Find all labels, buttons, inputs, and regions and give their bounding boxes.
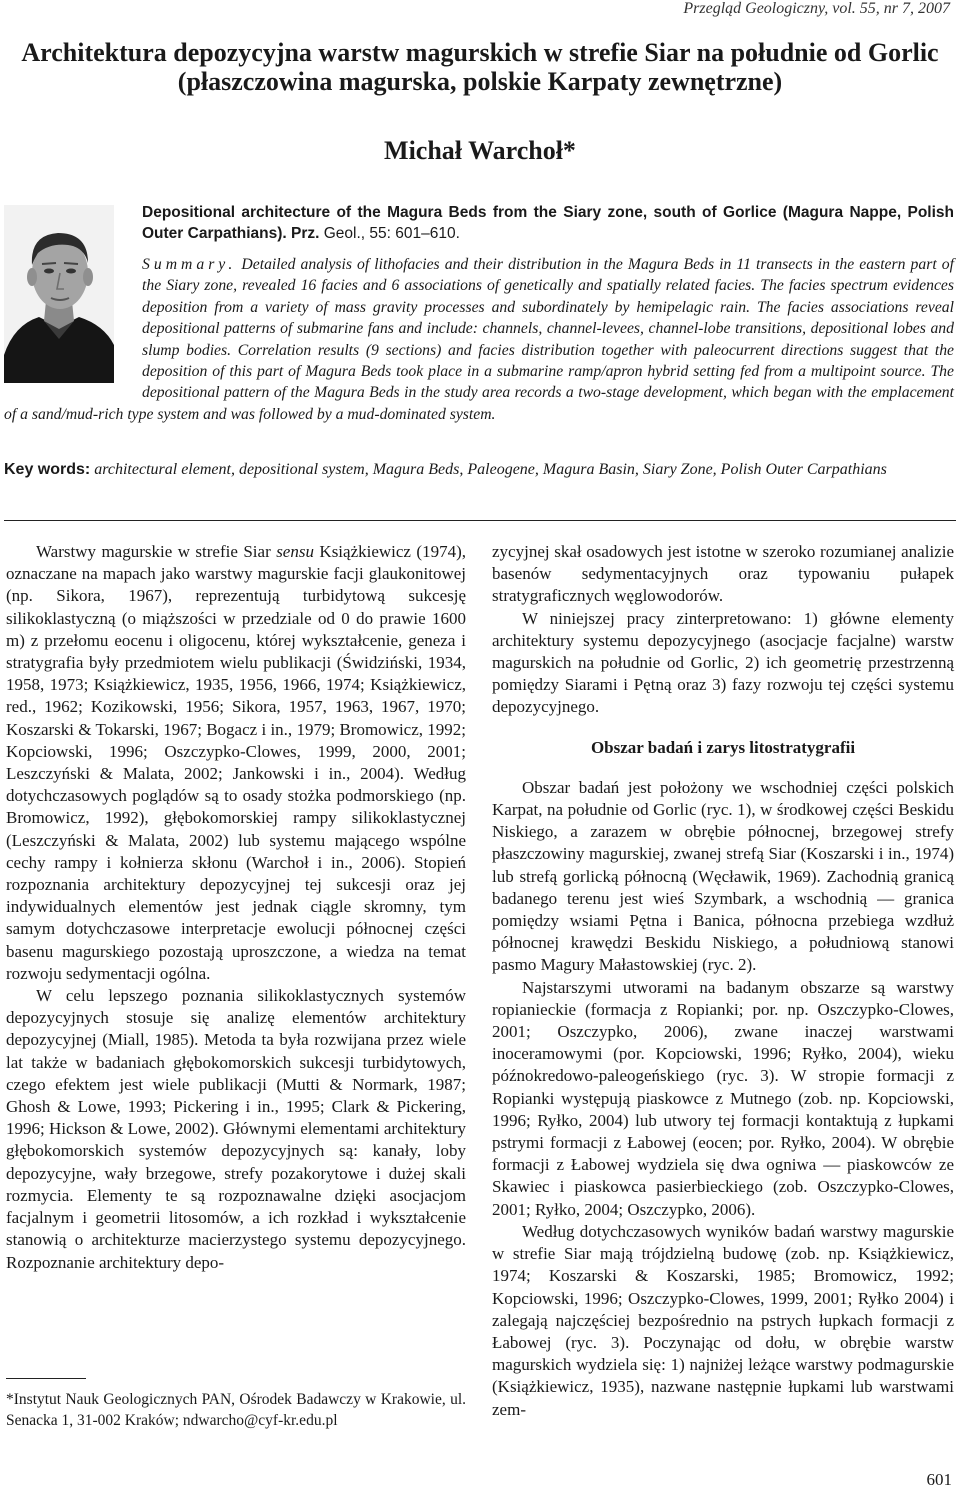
left-column — [6, 541, 466, 1274]
reference-bold: Depositional architecture of the Magura Beds from the Siary zone, south of Gorlice (Magura Nappe, Polish Outer Carpathians). Prz. — [142, 204, 954, 242]
summary-label: Summary. — [142, 256, 237, 273]
right-paragraph-1: zycyjnej skał osadowych jest istotne w szeroko rozumianej analizie basenów sedymentacyjnych oraz typowaniu pułapek stratygraficznych węglowodorów. — [492, 542, 954, 606]
keywords — [4, 459, 954, 480]
reference-line — [4, 202, 954, 244]
section-heading: Obszar badań i zarys litostratygrafii — [590, 737, 856, 757]
article-title — [0, 38, 960, 96]
left-paragraph-2: W celu lepszego poznania silikoklastycznych systemów depozycyjnych stosuje się analizę elementów architektury depozycyjnej (Miall, 1985). Metoda ta była rozwijana przez wiele lat także w badaniach głębokomorskich sukcesji turbidytowych, czego efektem jest wiele publikacji (Mutti & Normark, 1987; Ghosh & Lowe, 1993; Pickering i in., 1995; Clark & Pickering, 1996; Hickson & Lowe, 2002). Głównymi elementami architektury głębokomorskich systemów depozycyjnych są: kanały, loby depozycyjne, wały brzegowe, strefy pozakorytowe i dużej skali rozmycia. Elementy te są rozpoznawalne dzięki asocjacjom facjalnym i geometrii litosomów, a ich rozkład i wykształcenie stanowią o architekturze macierzystego systemu depozycyjnego. Rozpoznanie architektury depo- — [6, 986, 466, 1272]
photo-spacer — [4, 202, 142, 386]
title-line-1: Architektura depozycyjna warstw magurskich w strefie Siar na południe od Gorlic — [21, 38, 939, 67]
footnote-rule — [6, 1378, 86, 1379]
keywords-label: Key words: — [4, 461, 91, 478]
right-paragraph-4: Najstarszymi utworami na badanym obszarze są warstwy ropianieckie (formacja z Ropianki; por. np. Oszczypko-Clowes, 2001; Oszczypko, 2006), zwane inaczej warstwami inoceramowymi (por. Kopciowski, 1996; Ryłko, 2004), wieku późnokredowo-paleogeńskiego (ryc. 3). W stropie formacji z Ropianki występują piaskowce z Mutnego (zob. np. Kopciowski, 1996; Ryłko, 2004) lub utwory tej formacji kontaktują z łupkami pstrymi formacji z Łabowej (eocen; por. Ryłko, 2004). W obrębie formacji z Łabowej wydziela się dwa ogniwa — piaskowców ze Skawiec i piaskowca pasierbieckiego (zob. Oszczypko-Clowes, 2001; Ryłko, 2004; Oszczypko, 2006). — [492, 977, 954, 1219]
footnote: *Instytut Nauk Geologicznych PAN, Ośrodek Badawczy w Krakowie, ul. Senacka 1, 31-002 Kraków; ndwarcho@cyf-kr.edu.pl — [6, 1391, 466, 1429]
left-p1-after: Książkiewicz (1974), oznaczane na mapach jako warstwy magurskie facji glaukonitowej (np. Sikora, 1967), reprezentują turbidytową sukcesję silikoklastyczną (o miąższości w przedziale od 0 do prawie 1600 m) z przełomu eocenu i oligocenu, której wykształcenie, geneza i stratygrafia były przedmiotem wielu publikacji (Świdziński, 1934, 1958, 1973; Książkiewicz, 1935, 1956, 1966, 1974; Książkiewicz, red., 1962; Kozikowski, 1956; Sikora, 1957, 1963, 1967, 1970; Koszarski & Tokarski, 1967; Bogacz i in., 1979; Bromowicz, 1992; Kopciowski, 1996; Oszczypko-Clowes, 1999, 2000, 2001; Leszczyński & Malata, 2002; Jankowski i in., 2004). Według dotychczasowych poglądów są to osady stożka podmorskiego (np. Bromowicz, 1992), głębokomorskiej rampy silikoklastycznej (Leszczyński & Malata, 2002) lub systemu mającego wspólne cechy rampy i kołnierza skłonu (Warchoł i in., 2006). Stopień rozpoznania architektury depozycyjnej tej sukcesji oraz jej indywidualnych elementów jest jednak ciągle skromny, tym samym dotychczasowe interpretacje ewolucji północnej części basenu magurskiego pozostają uproszczone, a wiedza na temat rozwoju sedymentacji ogólna. — [6, 542, 466, 983]
right-paragraph-3: Obszar badań jest położony we wschodniej części polskich Karpat, na południe od Gorlic (ryc. 1), w środkowej części Beskidu Niskiego, a zarazem w obrębie północnej, brzegowej strefy płaszczowiny magurskiej, zwanej strefą Siar (Koszarski i in., 1974) lub strefą gorlicką północną (Węcławik, 1969). Zachodnią granicą badanego terenu jest wieś Szymbark, a wschodnią — granica pomiędzy wsiami Pętna i Banica, północna przebiega wzdłuż północnej krawędzi Beskidu Niskiego, a południową stanowi pasmo Magury Małastowskiej (ryc. 2). — [492, 777, 954, 975]
page-number: 601 — [926, 1470, 952, 1489]
author-name: Michał Warchoł* — [384, 136, 576, 165]
summary-paragraph — [4, 254, 954, 425]
section-divider — [4, 520, 956, 521]
title-line-2: (płaszczowina magurska, polskie Karpaty zewnętrzne) — [177, 67, 783, 96]
left-paragraph-1 — [6, 541, 466, 985]
abstract — [4, 202, 954, 425]
left-p1-before: Warstwy magurskie w strefie Siar — [36, 542, 277, 561]
summary-text: Detailed analysis of lithofacies and their distribution in the Magura Beds in 11 transects in the eastern part of the Siary zone, revealed 16 facies and 6 associations of genetically and spatially related facies. The facies spectrum evidences deposition from a variety of mass gravity processes and subordinately by hemipelagic rain. The facies associations reveal depositional patterns of submarine fans and include: channels, channel-levees, channel-lobe transitions, depositional lobes and slump bodies. Correlation results (9 sections) and facies distribution together with paleocurrent directions suggest that the deposition of this part of Magura Beds took place in a submarine ramp/apron hybrid setting fed from a multipoint source. The depositional pattern of the Magura Beds in the study area records a two-stage development, which began with the emplacement of a sand/mud-rich type system and was followed by a mud-dominated system. — [4, 256, 954, 423]
reference-plain: Geol., 55: 601–610. — [319, 225, 460, 242]
right-paragraph-5: Według dotychczasowych wyników badań warstwy magurskie w strefie Siar mają trójdzielną budowę (zob. np. Książkiewicz, 1974; Koszarski & Koszarski, 1985; Bromowicz, 1992; Kopciowski, 1996; Oszczypko-Clowes, 1999, 2001; Ryłko 2004) i zalegają najczęściej bezpośrednio na pstrych łupkach formacji z Łabowej (ryc. 3). Poczynając od dołu, w obrębie warstw magurskich wydziela się: 1) najniżej leżące warstwy podmagurskie (Książkiewicz, 1935), nazwane następnie łupkami lub warstwami zem- — [492, 1221, 954, 1419]
journal-header: Przegląd Geologiczny, vol. 55, nr 7, 2007 — [683, 0, 950, 17]
keywords-text: architectural element, depositional system, Magura Beds, Paleogene, Magura Basin, Siary Zone, Polish Outer Carpathians — [90, 461, 887, 478]
right-column — [492, 541, 954, 1421]
left-p1-italic: sensu — [276, 542, 314, 561]
right-paragraph-2: W niniejszej pracy zinterpretowano: 1) główne elementy architektury systemu depozycyjnego (asocjacje facjalne) warstw magurskich na południe od Gorlic, 2) ich geometrię przestrzenną pomiędzy Siarami i Pętną oraz 3) fazy rozwoju tej części systemu depozycyjnego. — [492, 608, 954, 717]
